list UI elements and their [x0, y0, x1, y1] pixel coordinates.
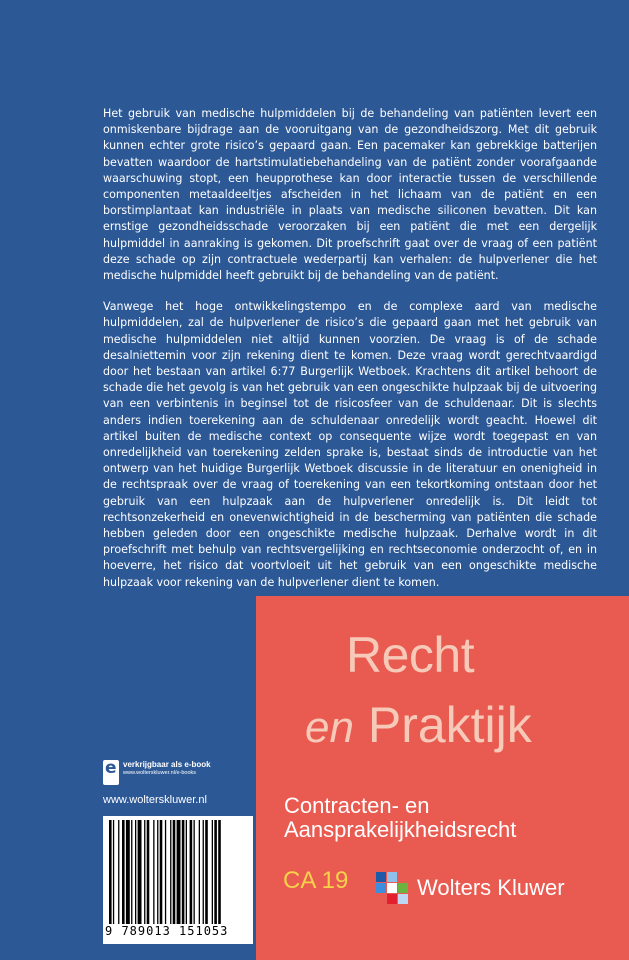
blurb-paragraph-2: Vanwege het hoge ontwikkelingstempo en de complexe aard van medische hulpmiddelen, zal de hulpverlener de risico’s die gepaard gaan met het gebruik van medische hulpmiddelen niet altijd kunnen voorzien. De vraag is of de schade desalniettemin voor zijn rekening dient te komen. Deze vraag wordt gerechtvaardigd door het bestaan van artikel 6:77 Burgerlijk Wetboek. Krachtens dit artikel behoort de schade die het gevolg is van het gebruik van een ongeschikte hulpzaak bij de uitvoering van een verbintenis in beginsel tot de risicosfeer van de schuldenaar. Dit is slechts anders indien toerekening aan de schuldenaar onredelijk wordt geacht. Hoewel dit artikel buiten de medische context op consequente wijze wordt toegepast en van onredelijkheid van toerekening zelden sprake is, bestaat sinds de introductie van het ontwerp van het huidige Burgerlijk Wetboek discussie in de literatuur en onenigheid in de rechtspraak over de vraag of toerekening van een tekortkoming ontstaan door het gebruik van een hulpzaak aan de hulpverlener onredelijk is. Dit leidt tot rechtsonzekerheid en onevenwichtigheid in de bescherming van patiënten die schade hebben geleden door een ongeschikte medische hulpzaak. Derhalve wordt in dit proefschrift met behulp van rechtsvergelijking en rechtseconomie onderzocht of, en in hoeverre, het risico dat voortvloeit uit het gebruik van een ongeschikte medische hulpzaak voor rekening van de hulpverlener dient te komen. — [103, 300, 597, 589]
blurb-paragraph-1: Het gebruik van medische hulpmiddelen bij de behandeling van patiënten levert een onmiskenbare bijdrage aan de vooruitgang van de gezondheidszorg. Met dit gebruik kunnen echter grote risico’s gepaard gaan. Een pacemaker kan gebrekkige batterijen bevatten waardoor de hartstimulatiebehandeling van de patiënt zonder voorafgaande waarschuwing stopt, een heupprothese kan door interactie tussen de verschillende componenten metaaldeeltjes afscheiden in het lichaam van de patiënt en een borstimplantaat kan industriële in plaats van medische siliconen bevatten. Dit kan ernstige gezondheidsschade veroorzaken bij een patiënt die met een dergelijk hulpmiddel in aanraking is gekomen. Dit proefschrift gaat over de vraag of een patiënt deze schade op zijn contractuele wederpartij kan verhalen: de hulpverlener die het medische hulpmiddel heeft gebruikt bij de behandeling van de patiënt. — [103, 107, 597, 283]
publisher-name: Wolters Kluwer — [417, 875, 565, 900]
series-subtitle — [284, 794, 516, 842]
barcode-bars — [109, 820, 247, 924]
subtitle-line-1: Contracten- en — [284, 793, 430, 818]
ebook-url: www.wolterskluwer.nl/e-books — [123, 770, 197, 776]
series-title-word: Praktijk — [367, 697, 532, 753]
isbn-barcode — [103, 816, 253, 944]
series-code: CA 19 — [283, 867, 349, 894]
subtitle-line-2: Aansprakelijkheidsrecht — [284, 817, 517, 842]
series-title-recht: Recht — [346, 627, 475, 683]
ebook-badge — [103, 760, 211, 785]
isbn-number: 9 789013 151053 — [105, 924, 229, 938]
back-cover-blurb — [103, 106, 597, 606]
publisher-website: www.wolterskluwer.nl — [103, 794, 207, 806]
wolters-kluwer-logo-icon — [375, 871, 409, 905]
series-title-praktijk — [305, 697, 532, 756]
series-title-en: en — [305, 703, 354, 752]
ebook-icon: e — [103, 760, 119, 785]
ebook-label: verkrijgbaar als e-book — [123, 760, 211, 769]
publisher-logo — [375, 871, 565, 905]
